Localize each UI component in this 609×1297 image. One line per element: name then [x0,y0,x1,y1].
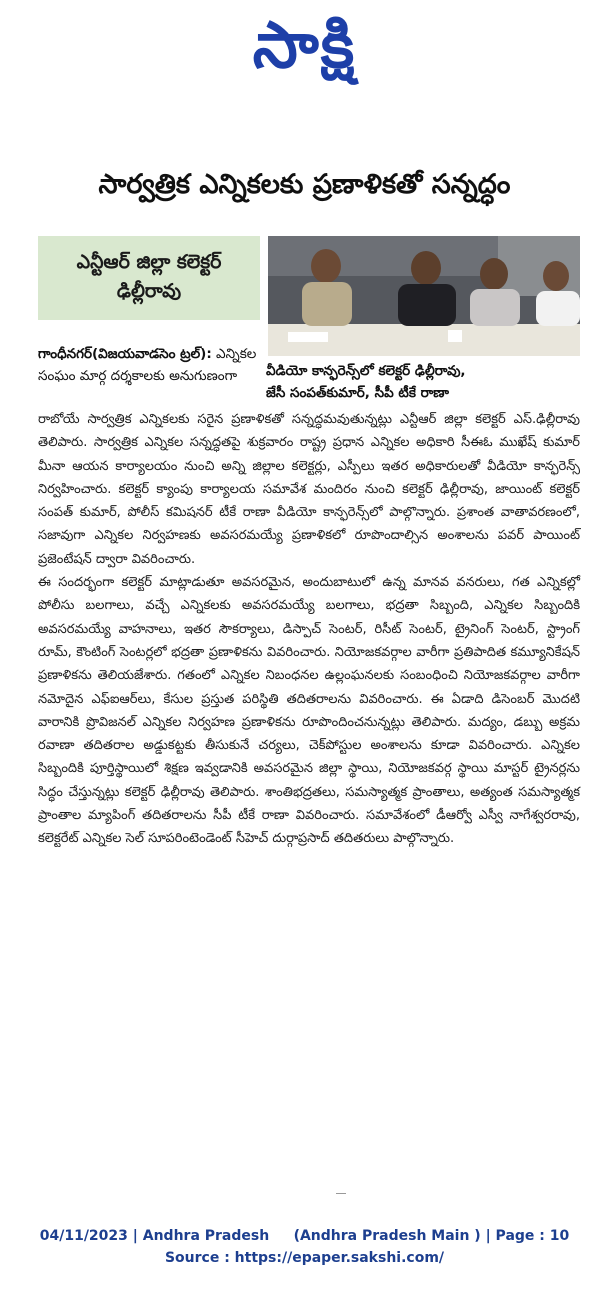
meeting-photo-illustration [268,236,580,356]
article-paragraph-1: రాబోయే సార్వత్రిక ఎన్నికలకు సరైన ప్రణాళికతో సన్నద్ధమవుతున్నట్లు ఎన్టీఆర్ జిల్లా కలెక్టర్ ఎస్.ఢిల్లీరావు తెలిపారు. సార్వత్రిక ఎన్నికల సన్నద్ధతపై శుక్రవారం రాష్ట్ర ప్రధాన ఎన్నికల అధికారి సీఈఓ ముఖేష్ కుమార్ మీనా ఆయన కార్యాలయం నుంచి అన్ని జిల్లాల కలెక్టర్లు, ఎస్పీలు ఇతర అధికారులతో వీడియో కాన్ఫరెన్స్ నిర్వహించారు. కలెక్టర్ క్యాంపు కార్యాలయ సమావేశ మందిరం నుంచి కలెక్టర్ ఢిల్లీరావు, జాయింట్ కలెక్టర్ సంపత్ కుమార్, పోలీస్ కమిషనర్ టీకే రాణా వీడియో కాన్ఫరెన్స్‌లో పాల్గొన్నారు. ప్రశాంత వాతావరణంలో, సజావుగా ఎన్నికల నిర్వహణకు అవసరమయ్యే ప్రణాళికలో రూపొందాల్సిన అంశాలను పవర్ పాయింట్ ప్రజెంటేషన్ ద్వారా వివరించారు. [38,412,580,567]
article-headline: సార్వత్రిక ఎన్నికలకు ప్రణాళికతో సన్నద్ధం [98,169,511,200]
footer [0,1225,609,1269]
footer-source: Source : https://epaper.sakshi.com/ [164,1250,445,1266]
photo-caption [266,360,586,404]
article-body [38,408,580,851]
photo-caption-line1: వీడియో కాన్ఫరెన్స్‌లో కలెక్టర్ ఢిల్లీరావు, [266,363,466,379]
photo-caption-line2: జేసీ సంపత్‌కుమార్, సీపీ టీకే రాణా [266,385,449,401]
sub-headline-line1: ఎన్టీఆర్ జిల్లా కలెక్టర్ [76,251,222,273]
article-paragraph-2: ఈ సందర్భంగా కలెక్టర్ మాట్లాడుతూ అవసరమైన, అందుబాటులో ఉన్న మానవ వనరులు, గత ఎన్నికల్లో పోలీసు బలగాలు, వచ్చే ఎన్నికలకు అవసరమయ్యే బలగాలు, భద్రతా సిబ్బంది, ఎన్నికల సిబ్బందికి అవసరమయ్యే వాహనాలు, ఇతర సౌకర్యాలు, డిస్పాచ్ సెంటర్, రిసీట్ సెంటర్, ట్రైనింగ్ సెంటర్, స్ట్రాంగ్ రూమ్, కౌంటింగ్ సెంటర్లలో భద్రతా ప్రణాళికను వివరించారు. నియోజకవర్గాల వారీగా ప్రతిపాదిత కమ్యూనికేషన్ ప్రణాళికను తెలియజేశారు. గతంలో ఎన్నికల నిబంధనల ఉల్లంఘనలకు సంబంధించి నియోజకవర్గాల వారీగా నమోదైన ఎఫ్ఐఆర్‌లు, కేసుల ప్రస్తుత పరిస్థితి తదితరాలను వివరించారు. ఈ ఏడాది డిసెంబర్ మొదటి వారానికి ప్రొవిజనల్ ఎన్నికల నిర్వహణ ప్రణాళికను రూపొందించనున్నట్లు తెలిపారు. మద్యం, డబ్బు అక్రమ రవాణా తదితరాల అడ్డుకట్టకు తీసుకునే చర్యలు, చెక్‌పోస్టుల అంశాలను కూడా వివరించారు. ఎన్నికల సిబ్బందికి పూర్తిస్థాయిలో శిక్షణ ఇవ్వడానికి అవసరమైన జిల్లా స్థాయి, నియోజకవర్గ స్థాయి మాస్టర్ ట్రైనర్లను సిద్ధం చేస్తున్నట్లు కలెక్టర్ ఢిల్లీరావు తెలిపారు. శాంతిభద్రతలు, సమస్యాత్మక ప్రాంతాలు, అత్యంత సమస్యాత్మక ప్రాంతాల మ్యాపింగ్ తదితరాలను సీపీ టీకే రాణా వివరించారు. సమావేశంలో డీఆర్వో ఎస్వీ నాగేశ్వరరావు, కలెక్టరేట్ ఎన్నికల సెల్ సూపరింటెండెంట్ సీహెచ్ దుర్గాప్రసాద్ తదితరులు పాల్గొన్నారు. [38,575,580,847]
dateline-block [38,343,262,387]
sub-headline-line2: ఢిల్లీరావు [116,279,182,302]
footer-edition-info: 04/11/2023 | Andhra Pradesh (Andhra Pradesh Main ) | Page : 10 [39,1228,570,1244]
article-photo [268,236,580,356]
dateline: గాంధీనగర్(విజయవాడసెం ట్రల్): [38,346,212,362]
sub-headline-box [38,236,260,320]
dateline-continuation: ఎన్నికల సంఘం మార్గ దర్శకాలకు అనుగుణంగా [38,346,257,384]
end-separator [336,1193,346,1194]
newspaper-logo: సాక్షి [252,9,357,83]
